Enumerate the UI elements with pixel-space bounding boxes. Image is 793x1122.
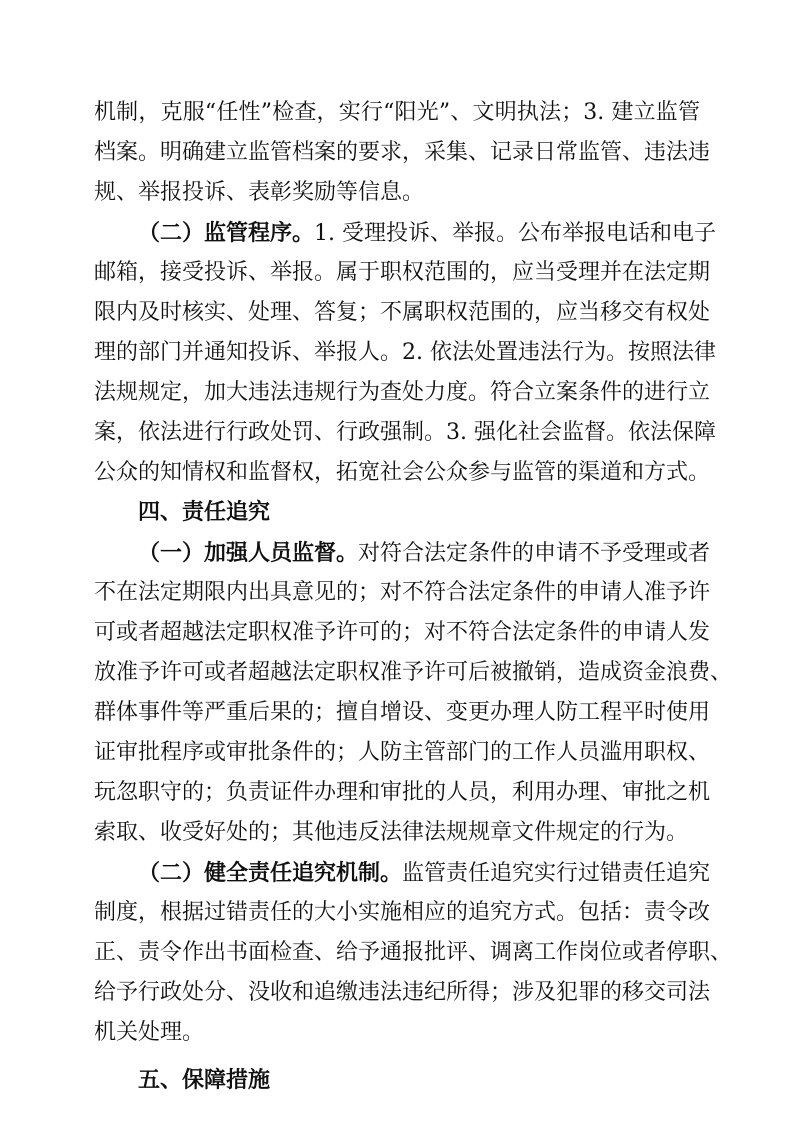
text-line: 规、举报投诉、表彰奖励等信息。 xyxy=(94,180,425,205)
paragraph-personnel-oversight xyxy=(94,533,733,853)
paragraph-supervision-procedure xyxy=(94,213,717,493)
text-line: 证审批程序或审批条件的；人防主管部门的工作人员滥用职权、 xyxy=(94,740,711,765)
text-line xyxy=(94,853,711,893)
subheading-accountability-mechanism: （二）健全责任追究机制。 xyxy=(138,860,403,886)
text-line: 放准予许可或者超越法定职权准予许可后被撤销，造成资金浪费、 xyxy=(94,660,733,685)
subheading-supervision-procedure: （二）监管程序。 xyxy=(138,220,315,246)
text-line: 案，依法进行行政处罚、行政强制。3. 强化社会监督。依法保障 xyxy=(94,420,716,445)
document-body xyxy=(94,93,733,1101)
text-line: 邮箱，接受投诉、举报。属于职权范围的，应当受理并在法定期 xyxy=(94,260,711,285)
text-line: 公众的知情权和监督权，拓宽社会公众参与监管的渠道和方式。 xyxy=(94,460,711,485)
text-run: 1. 受理投诉、举报。公布举报电话和电子 xyxy=(314,221,717,246)
text-line: 给予行政处分、没收和追缴违法违纪所得；涉及犯罪的移交司法 xyxy=(94,980,711,1005)
text-line: 制度，根据过错责任的大小实施相应的追究方式。包括：责令改 xyxy=(94,900,711,925)
spacer xyxy=(94,1053,700,1061)
text-run: 监管责任追究实行过错责任追究 xyxy=(402,861,711,886)
text-line: 可或者超越法定职权准予许可的；对不符合法定条件的申请人发 xyxy=(94,620,711,645)
text-line: 档案。明确建立监管档案的要求，采集、记录日常监管、违法违 xyxy=(94,140,711,165)
paragraph-supervision-mechanism xyxy=(94,93,711,213)
text-run: 对符合法定条件的申请不予受理或者 xyxy=(358,541,711,566)
text-line: 正、责令作出书面检查、给予通报批评、调离工作岗位或者停职、 xyxy=(94,940,733,965)
text-line: 限内及时核实、处理、答复；不属职权范围的，应当移交有权处 xyxy=(94,300,711,325)
text-line: 不在法定期限内出具意见的；对不符合法定条件的申请人准予许 xyxy=(94,580,711,605)
section-heading-accountability: 四、责任追究 xyxy=(138,500,271,525)
text-line xyxy=(94,213,717,253)
subheading-personnel-oversight: （一）加强人员监督。 xyxy=(138,540,359,566)
text-line: 法规规定，加大违法违规行为查处力度。符合立案条件的进行立 xyxy=(94,380,711,405)
text-line: 群体事件等严重后果的；擅自增设、变更办理人防工程平时使用 xyxy=(94,700,711,725)
text-line: 机关处理。 xyxy=(94,1020,205,1045)
text-line: 玩忽职守的；负责证件办理和审批的人员，利用办理、审批之机 xyxy=(94,780,711,805)
section-heading-safeguards: 五、保障措施 xyxy=(138,1068,271,1093)
paragraph-accountability-mechanism xyxy=(94,853,733,1053)
text-line: 索取、收受好处的；其他违反法律法规规章文件规定的行为。 xyxy=(94,820,689,845)
text-line: 理的部门并通知投诉、举报人。2. 依法处置违法行为。按照法律 xyxy=(94,340,716,365)
text-line xyxy=(94,533,711,573)
text-line: 机制，克服“任性”检查，实行“阳光”、文明执法；3. 建立监管 xyxy=(94,100,700,125)
